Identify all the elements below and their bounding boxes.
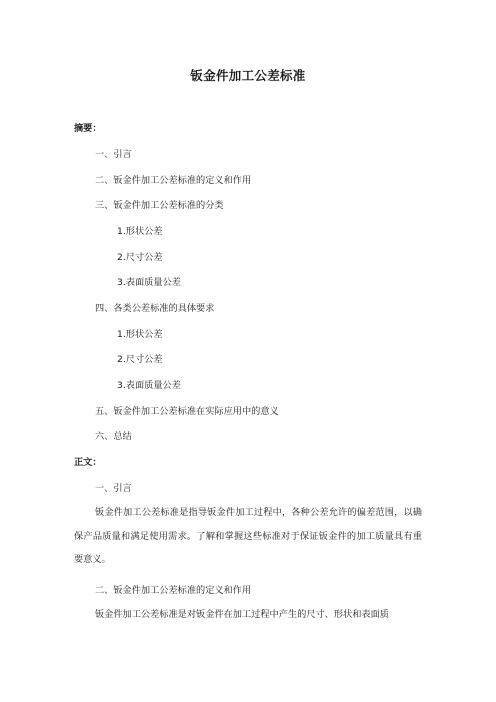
outline-item: 四、各类公差标准的具体要求	[95, 303, 215, 314]
body-label: 正文：	[74, 457, 102, 468]
body-paragraph: 钣金件加工公差标准是指导钣金件加工过程中，各种公差允许的偏差范围，以确保产品质量和满足使用需求。了解和掌握这些标准对于保证钣金件的加工质量具有重要意义。	[74, 507, 422, 565]
outline-item: 三、钣金件加工公差标准的分类	[95, 200, 224, 211]
outline-item: 一、引言	[95, 149, 132, 160]
outline-subitem: 1.形状公差	[117, 329, 163, 340]
outline-subitem: 3.表面质量公差	[117, 380, 181, 391]
section-heading: 二、钣金件加工公差标准的定义和作用	[95, 585, 252, 596]
outline-subitem: 3.表面质量公差	[117, 277, 181, 288]
abstract-label: 摘要：	[74, 123, 102, 134]
body-paragraph: 钣金件加工公差标准是对钣金件在加工过程中产生的尺寸、形状和表面质	[95, 609, 389, 620]
document-title: 钣金件加工公差标准	[190, 68, 306, 83]
section-heading: 一、引言	[95, 483, 132, 494]
outline-subitem: 2.尺寸公差	[117, 252, 163, 263]
outline-item: 五、钣金件加工公差标准在实际应用中的意义	[95, 406, 279, 417]
outline-item: 二、钣金件加工公差标准的定义和作用	[95, 175, 252, 186]
outline-item: 六、总结	[95, 431, 132, 442]
outline-subitem: 1.形状公差	[117, 226, 163, 237]
outline-subitem: 2.尺寸公差	[117, 354, 163, 365]
